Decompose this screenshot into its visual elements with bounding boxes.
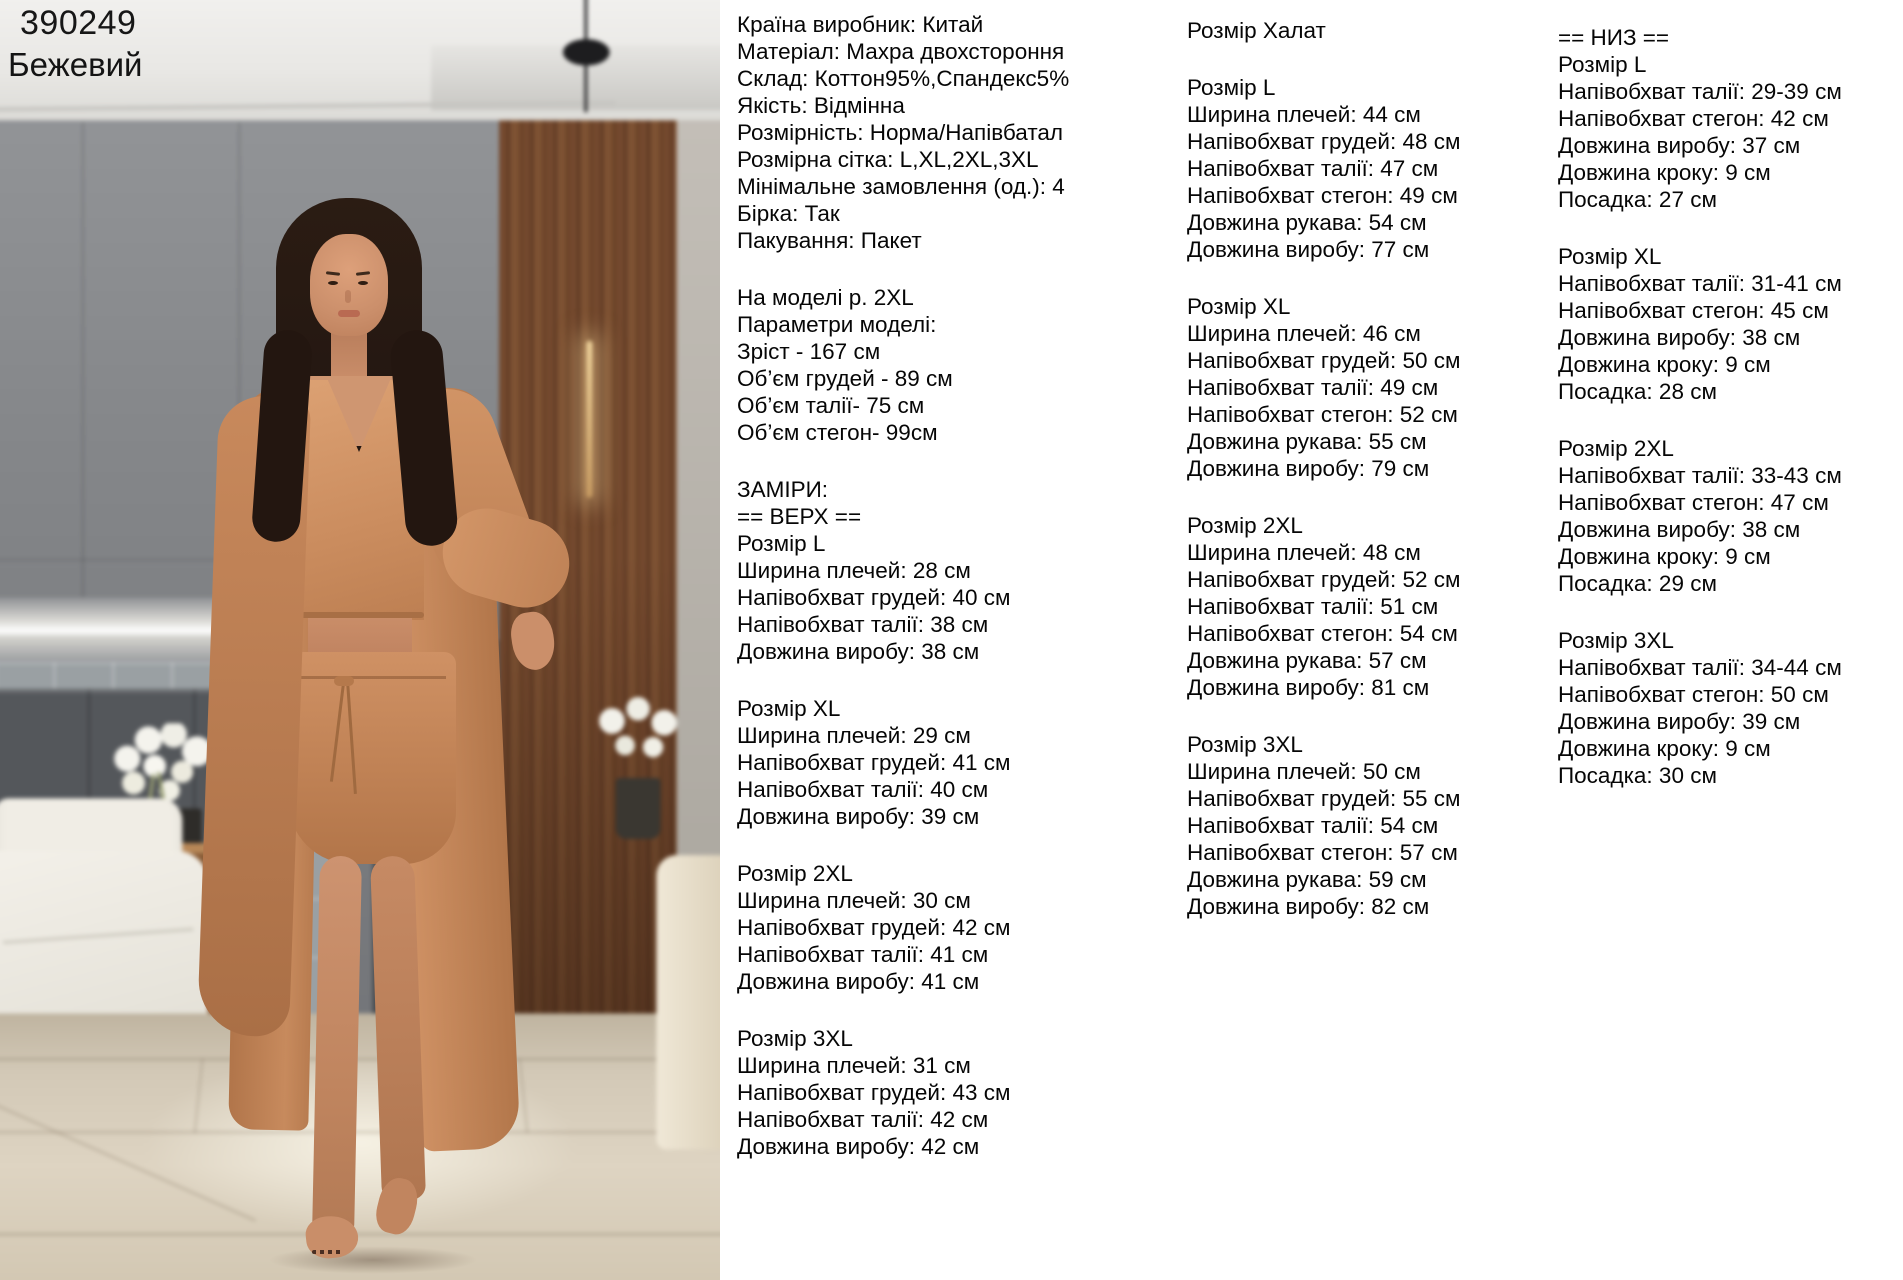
spec-line: Розмір 2XL — [737, 861, 853, 886]
spec-line: Напівобхват грудей: 52 см — [1187, 567, 1461, 592]
model-drawstring-knot — [334, 676, 354, 686]
spec-line: Розмір 3XL — [1187, 732, 1303, 757]
spec-line: Об’єм стегон- 99см — [737, 420, 938, 445]
pendant-lamp-cord — [584, 0, 587, 43]
spec-line: Розмір 2XL — [1558, 436, 1674, 461]
model-toes — [312, 1250, 344, 1254]
spec-group — [1187, 74, 1577, 263]
spec-line: Напівобхват талії: 34-44 см — [1558, 655, 1842, 680]
spec-line: Напівобхват талії: 40 см — [737, 777, 989, 802]
model-shorts-waist-seam — [296, 676, 446, 679]
spec-line: Довжина виробу: 37 см — [1558, 133, 1801, 158]
spec-line: Довжина виробу: 77 см — [1187, 237, 1430, 262]
model-leg — [312, 856, 362, 1237]
plant-bouquet — [591, 695, 684, 782]
spec-line: Розмір 3XL — [737, 1026, 853, 1051]
spec-line: Напівобхват стегон: 47 см — [1558, 490, 1829, 515]
spec-line: Довжина виробу: 38 см — [1558, 325, 1801, 350]
floor-grout-line — [0, 1233, 720, 1236]
wood-slat-shadow — [499, 0, 680, 1016]
spec-line: Довжина виробу: 38 см — [737, 639, 980, 664]
spec-line: Матеріал: Махра двохстороння — [737, 39, 1065, 64]
spec-line: Розмір Халат — [1187, 18, 1326, 43]
spec-line: Напівобхват стегон: 42 см — [1558, 106, 1829, 131]
spec-text-area — [720, 0, 1903, 1280]
spec-line: Посадка: 29 см — [1558, 571, 1717, 596]
model-nose — [345, 290, 351, 303]
spec-line: Напівобхват талії: 47 см — [1187, 156, 1439, 181]
spec-group — [737, 1025, 1177, 1160]
model-shorts — [288, 652, 456, 864]
spec-line: Напівобхват грудей: 48 см — [1187, 129, 1461, 154]
spec-group — [1187, 17, 1577, 44]
product-color-label: Бежевий — [8, 46, 143, 83]
spec-line: Довжина виробу: 39 см — [1558, 709, 1801, 734]
spec-group — [737, 284, 1177, 446]
spec-line: Довжина кроку: 9 см — [1558, 544, 1771, 569]
spec-line: ЗАМІРИ: — [737, 477, 829, 502]
spec-line: Розмірність: Норма/Напівбатал — [737, 120, 1064, 145]
spec-line: Довжина кроку: 9 см — [1558, 352, 1771, 377]
spec-group — [737, 11, 1177, 254]
spec-line: == ВЕРХ == — [737, 504, 862, 529]
spec-line: Ширина плечей: 29 см — [737, 723, 971, 748]
plant-vase — [616, 778, 661, 839]
spec-group — [1558, 435, 1903, 597]
spec-line: Розмір 2XL — [1187, 513, 1303, 538]
pendant-lamp — [563, 39, 610, 65]
spec-line: Напівобхват стегон: 52 см — [1187, 402, 1458, 427]
spec-line: Зріст - 167 см — [737, 339, 881, 364]
spec-line: Напівобхват талії: 42 см — [737, 1107, 989, 1132]
spec-line: Напівобхват талії: 29-39 см — [1558, 79, 1842, 104]
spec-line: Довжина рукава: 59 см — [1187, 867, 1427, 892]
spec-line: Склад: Коттон95%,Спандекс5% — [737, 66, 1070, 91]
spec-column-robe-sizes — [1187, 17, 1577, 950]
model-eye — [358, 281, 368, 285]
spec-line: Посадка: 28 см — [1558, 379, 1717, 404]
ottoman — [656, 855, 720, 1149]
spec-line: Якість: Відмінна — [737, 93, 905, 118]
spec-line: Довжина виробу: 82 см — [1187, 894, 1430, 919]
spec-line: Напівобхват талії: 49 см — [1187, 375, 1439, 400]
spec-line: Довжина рукава: 54 см — [1187, 210, 1427, 235]
spec-line: Об’єм грудей - 89 см — [737, 366, 953, 391]
spec-group — [1187, 512, 1577, 701]
model-lips — [338, 310, 360, 317]
spec-line: Довжина кроку: 9 см — [1558, 736, 1771, 761]
spec-line: Об’єм талії- 75 см — [737, 393, 925, 418]
spec-line: Розмір XL — [1558, 244, 1662, 269]
spec-line: Розмір L — [737, 531, 826, 556]
spec-line: Довжина рукава: 55 см — [1187, 429, 1427, 454]
spec-line: Напівобхват грудей: 40 см — [737, 585, 1011, 610]
spec-line: Довжина рукава: 57 см — [1187, 648, 1427, 673]
spec-line: Напівобхват талії: 51 см — [1187, 594, 1439, 619]
model-eye — [328, 281, 338, 285]
spec-line: Напівобхват грудей: 50 см — [1187, 348, 1461, 373]
spec-line: Розмір L — [1558, 52, 1647, 77]
spec-line: Довжина виробу: 38 см — [1558, 517, 1801, 542]
spec-line: Довжина виробу: 79 см — [1187, 456, 1430, 481]
spec-line: Розмір L — [1187, 75, 1276, 100]
spec-line: Напівобхват грудей: 55 см — [1187, 786, 1461, 811]
pendant-lamp-cord — [584, 63, 587, 112]
wall-sconce-light — [586, 341, 592, 498]
spec-line: Довжина виробу: 39 см — [737, 804, 980, 829]
spec-line: Напівобхват талії: 33-43 см — [1558, 463, 1842, 488]
spec-line: Напівобхват талії: 54 см — [1187, 813, 1439, 838]
spec-line: Напівобхват стегон: 57 см — [1187, 840, 1458, 865]
spec-line: Напівобхват стегон: 45 см — [1558, 298, 1829, 323]
spec-line: Посадка: 27 см — [1558, 187, 1717, 212]
spec-line: Розмір XL — [737, 696, 841, 721]
spec-group — [737, 860, 1177, 995]
spec-line: Ширина плечей: 48 см — [1187, 540, 1421, 565]
spec-line: Розмірна сітка: L,XL,2XL,3XL — [737, 147, 1039, 172]
spec-group — [1558, 24, 1903, 213]
spec-line: Напівобхват грудей: 41 см — [737, 750, 1011, 775]
spec-line: Напівобхват талії: 31-41 см — [1558, 271, 1842, 296]
spec-group — [1558, 243, 1903, 405]
spec-line: Ширина плечей: 46 см — [1187, 321, 1421, 346]
spec-line: == НИЗ == — [1558, 25, 1670, 50]
spec-line: Напівобхват талії: 41 см — [737, 942, 989, 967]
spec-line: Ширина плечей: 44 см — [1187, 102, 1421, 127]
spec-group — [1187, 731, 1577, 920]
spec-line: Розмір 3XL — [1558, 628, 1674, 653]
product-code-label: 390249 — [20, 4, 137, 42]
spec-line: Ширина плечей: 31 см — [737, 1053, 971, 1078]
wall-seam — [82, 122, 84, 609]
spec-line: Напівобхват стегон: 49 см — [1187, 183, 1458, 208]
spec-group — [1187, 293, 1577, 482]
model-floor-shadow — [268, 1246, 478, 1274]
floor-grout-line — [0, 1058, 720, 1060]
product-photo — [0, 0, 720, 1280]
spec-group — [737, 476, 1177, 665]
spec-line: Посадка: 30 см — [1558, 763, 1717, 788]
spec-line: Напівобхват стегон: 54 см — [1187, 621, 1458, 646]
spec-line: Ширина плечей: 50 см — [1187, 759, 1421, 784]
spec-line: Країна виробник: Китай — [737, 12, 984, 37]
spec-group — [1558, 627, 1903, 789]
spec-line: Напівобхват грудей: 42 см — [737, 915, 1011, 940]
spec-line: Довжина виробу: 41 см — [737, 969, 980, 994]
spec-group — [737, 695, 1177, 830]
spec-line: Напівобхват талії: 38 см — [737, 612, 989, 637]
spec-line: Пакування: Пакет — [737, 228, 922, 253]
spec-line: Ширина плечей: 28 см — [737, 558, 971, 583]
spec-line: Напівобхват стегон: 50 см — [1558, 682, 1829, 707]
spec-column-bottom-sizes — [1558, 24, 1903, 819]
floor-grout-line — [0, 1131, 720, 1133]
floor-light-reflection — [127, 1046, 594, 1239]
spec-column-product-info-and-top-sizes — [737, 11, 1177, 1190]
spec-line: Довжина виробу: 81 см — [1187, 675, 1430, 700]
spec-line: На моделі р. 2XL — [737, 285, 914, 310]
spec-line: Розмір XL — [1187, 294, 1291, 319]
spec-line: Мінімальне замовлення (од.): 4 — [737, 174, 1065, 199]
spec-line: Ширина плечей: 30 см — [737, 888, 971, 913]
spec-line: Параметри моделі: — [737, 312, 937, 337]
model-face — [310, 234, 388, 336]
spec-line: Довжина кроку: 9 см — [1558, 160, 1771, 185]
spec-line: Довжина виробу: 42 см — [737, 1134, 980, 1159]
spec-line: Напівобхват грудей: 43 см — [737, 1080, 1011, 1105]
spec-line: Бірка: Так — [737, 201, 840, 226]
